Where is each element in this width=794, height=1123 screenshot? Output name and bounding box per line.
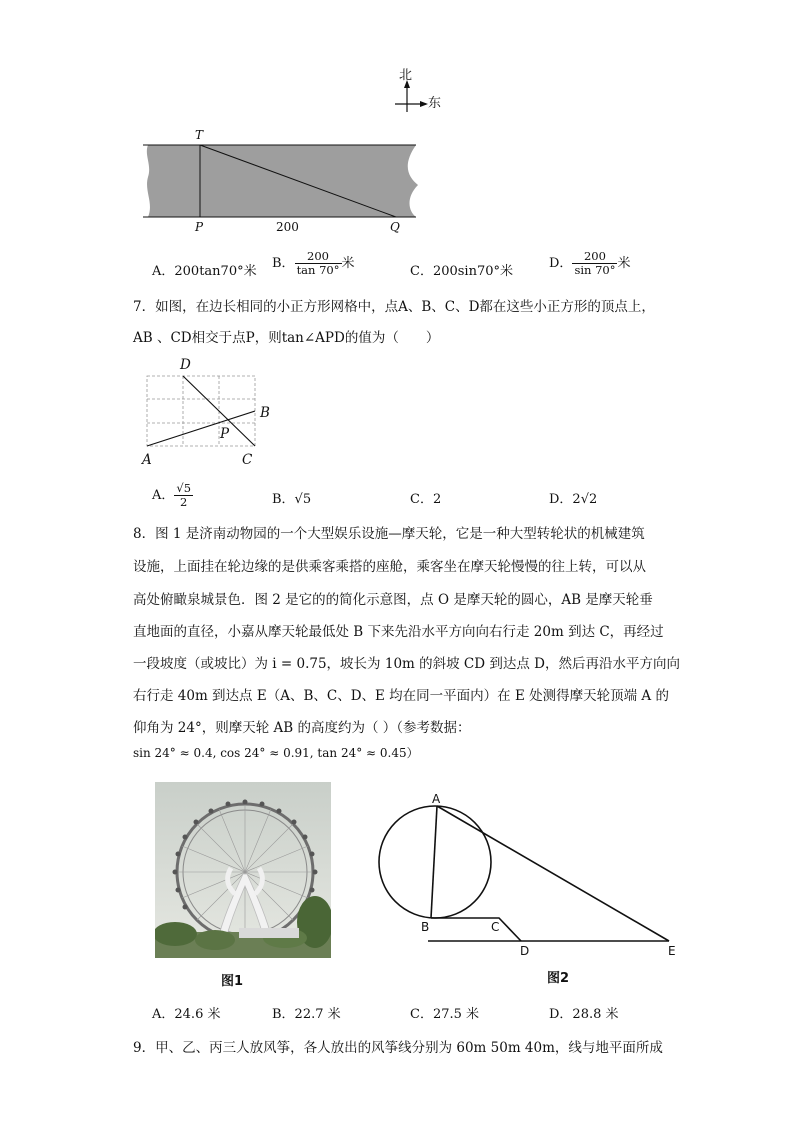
q6-option-b: B． $\frac{200}{\tan 70^\circ}$ 米 bbox=[272, 249, 355, 277]
ferris-wheel-geometry bbox=[372, 792, 684, 964]
q8-option-b: B．22.7 米 bbox=[272, 1007, 341, 1022]
distance-label: 200 bbox=[276, 220, 299, 234]
q8-option-c: C．27.5 米 bbox=[410, 1007, 480, 1022]
q9-text-line-1: 9．甲、乙、丙三人放风筝，各人放出的风筝线分别为 60m 50m 40m，线与地平面所成 bbox=[133, 1040, 663, 1056]
fig2-point-E-label: E bbox=[668, 944, 676, 958]
fig2-point-C-label: C bbox=[491, 920, 500, 934]
fig2-point-B-label: B bbox=[421, 920, 430, 934]
q7-option-c: C．2 bbox=[410, 492, 442, 507]
q7-point-B-label: B bbox=[260, 405, 270, 421]
q7-option-b: B．√5 bbox=[272, 492, 312, 507]
q7-point-P-label: P bbox=[220, 426, 230, 442]
q8-option-d: D．28.8 米 bbox=[549, 1007, 619, 1022]
q8-text-line-1: 8．图 1 是济南动物园的一个大型娱乐设施—摩天轮，它是一种大型转轮状的机械建筑 bbox=[133, 526, 645, 542]
q7-grid-diagram bbox=[138, 355, 278, 470]
figure-2-diagram bbox=[372, 792, 684, 964]
river-figure bbox=[140, 125, 425, 235]
compass-east-label: 东 bbox=[428, 96, 442, 111]
ferris-wheel-photo bbox=[155, 782, 331, 958]
q8-option-a: A．24.6 米 bbox=[152, 1007, 221, 1022]
q7-text-line-2: AB 、CD相交于点P，则tan∠APD的值为（ ） bbox=[133, 330, 440, 346]
q8-text-line-2: 设施，上面挂在轮边缘的是供乘客乘搭的座舱，乘客坐在摩天轮慢慢的往上转，可以从 bbox=[133, 559, 646, 575]
fig2-point-D-label: D bbox=[520, 944, 530, 958]
q7-option-a-fraction: $\frac{√5}{2}$ bbox=[176, 481, 192, 509]
q8-text-line-4: 直地面的直径，小嘉从摩天轮最低处 B 下来先沿水平方向向右行走 20m 到达 C，再经过 bbox=[133, 624, 664, 640]
q7-option-a: A． $\frac{√5}{2}$ bbox=[152, 481, 192, 509]
q6-option-b-fraction: $\frac{200}{\tan 70^\circ}$ bbox=[296, 249, 340, 277]
q7-text-line-1: 7．如图，在边长相同的小正方形网格中，点A、B、C、D都在这些小正方形的顶点上， bbox=[133, 299, 655, 315]
q6-option-d-fraction: $\frac{200}{\sin 70^\circ}$ bbox=[574, 249, 616, 277]
q7-option-d: D．2√2 bbox=[549, 492, 598, 507]
figure-2-caption: 图2 bbox=[547, 971, 570, 986]
q7-point-D-label: D bbox=[180, 357, 191, 373]
q8-text-line-3: 高处俯瞰泉城景色．图 2 是它的的简化示意图，点 O 是摩天轮的圆心，AB 是摩天轮垂 bbox=[133, 592, 653, 608]
point-P-label: P bbox=[195, 220, 204, 234]
compass-north-label: 北 bbox=[399, 68, 413, 83]
ferris-wheel-image bbox=[155, 782, 331, 958]
compass bbox=[390, 70, 450, 120]
q6-option-d: D． $\frac{200}{\sin 70^\circ}$ 米 bbox=[549, 249, 631, 277]
q8-text-line-5: 一段坡度（或坡比）为 i = 0.75，坡长为 10m 的斜坡 CD 到达点 D，然后再沿水平方向向 bbox=[133, 656, 680, 672]
q6-option-a: A．200tan70°米 bbox=[152, 264, 257, 279]
q7-point-C-label: C bbox=[242, 452, 253, 468]
figure-1-caption: 图1 bbox=[221, 974, 244, 989]
q7-grid-figure bbox=[138, 355, 278, 470]
q8-text-line-6: 右行走 40m 到达点 E（A、B、C、D、E 均在同一平面内）在 E 处测得摩天轮顶端 A 的 bbox=[133, 688, 669, 704]
q6-option-c: C．200sin70°米 bbox=[410, 264, 514, 279]
point-Q-label: Q bbox=[390, 220, 400, 234]
q8-reference-data: sin 24° ≈ 0.4, cos 24° ≈ 0.91, tan 24° ≈ 0.45） bbox=[133, 746, 419, 760]
fig2-point-A-label: A bbox=[432, 792, 441, 806]
point-T-label: T bbox=[195, 128, 204, 142]
q7-point-A-label: A bbox=[142, 452, 152, 468]
q8-text-line-7: 仰角为 24°，则摩天轮 AB 的高度约为（ ）（参考数据： bbox=[133, 720, 471, 736]
